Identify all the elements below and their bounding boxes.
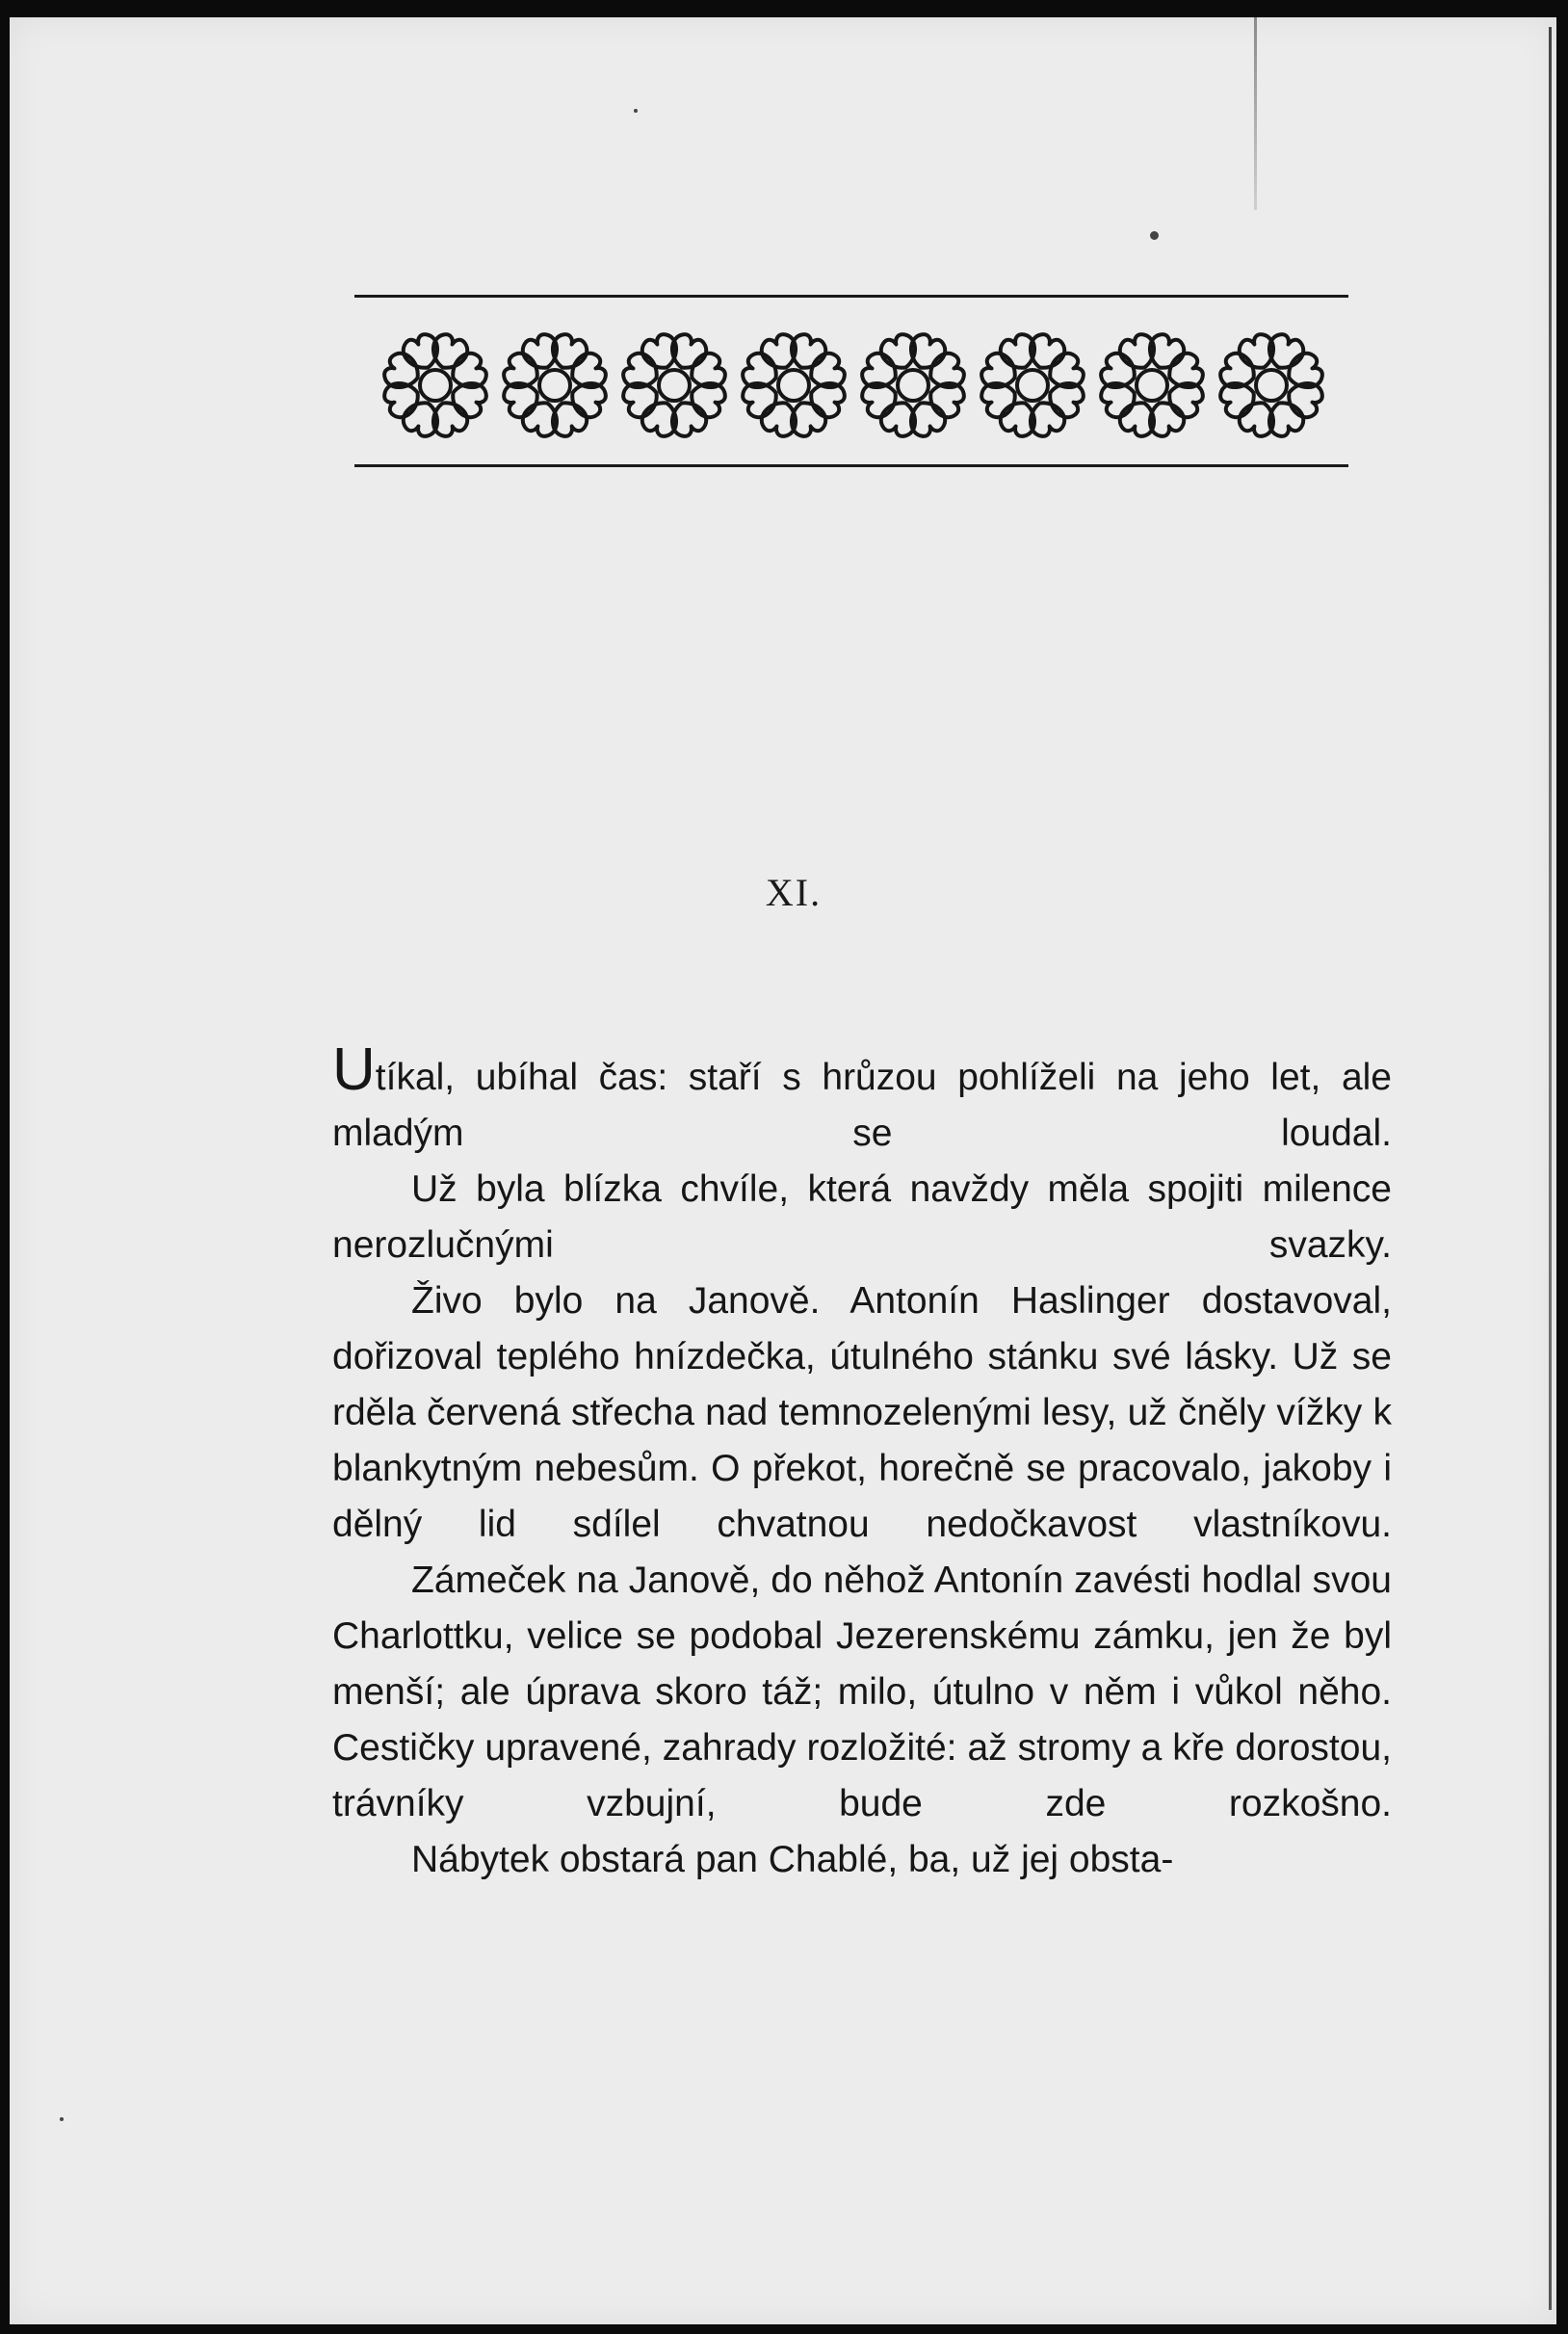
paper-speck	[1150, 231, 1159, 240]
book-page	[10, 17, 1556, 2324]
flower-icon	[620, 331, 729, 440]
body-text	[332, 1036, 1392, 1888]
paragraph	[332, 1036, 1392, 1162]
page-edge-mark	[1549, 27, 1552, 2310]
paragraph: Už byla blízka chvíle, která navždy měla spojiti milence nerozlučnými svazky.	[332, 1168, 1392, 1266]
flower-icon	[381, 331, 490, 440]
flower-icon	[859, 331, 968, 440]
paper-speck	[634, 109, 638, 113]
flower-icon	[740, 331, 849, 440]
flower-icon	[501, 331, 610, 440]
flower-icon	[1098, 331, 1207, 440]
ornament-bottom-rule	[354, 464, 1348, 467]
flower-icon	[1217, 331, 1326, 440]
ornament-top-rule	[354, 295, 1348, 298]
initial-letter: U	[332, 1036, 376, 1103]
paragraph-text: tíkal, ubíhal čas: staří s hrůzou pohlíželi na jeho let, ale mladým se loudal.	[332, 1057, 1392, 1154]
floral-ornament-band	[354, 289, 1348, 472]
flower-row	[376, 318, 1329, 453]
paragraph: Nábytek obstará pan Chablé, ba, už jej obsta-	[411, 1839, 1174, 1880]
paragraph: Živo bylo na Janově. Antonín Haslinger dostavoval, dořizoval teplého hnízdečka, útulného stánku své lásky. Už se rděla červená střecha nad temnozelenými lesy, už čněly vížky k blankytným nebesům. O překot, horečně se pracovalo, jakoby i dělný lid sdílel chvatnou nedočkavost vlastníkovu.	[332, 1280, 1392, 1545]
paragraph: Zámeček na Janově, do něhož Antonín zavésti hodlal svou Charlottku, velice se podobal Jezerenskému zámku, jen že byl menší; ale úprava skoro táž; milo, útulno v něm i vůkol něho. Cestičky upravené, zahrady rozložité: až stromy a kře dorostou, trávníky vzbujní, bude zde rozkošno.	[332, 1560, 1392, 1824]
paper-speck	[60, 2117, 64, 2121]
chapter-number: XI.	[765, 871, 823, 914]
page-edge-mark	[1254, 17, 1257, 210]
flower-icon	[979, 331, 1087, 440]
